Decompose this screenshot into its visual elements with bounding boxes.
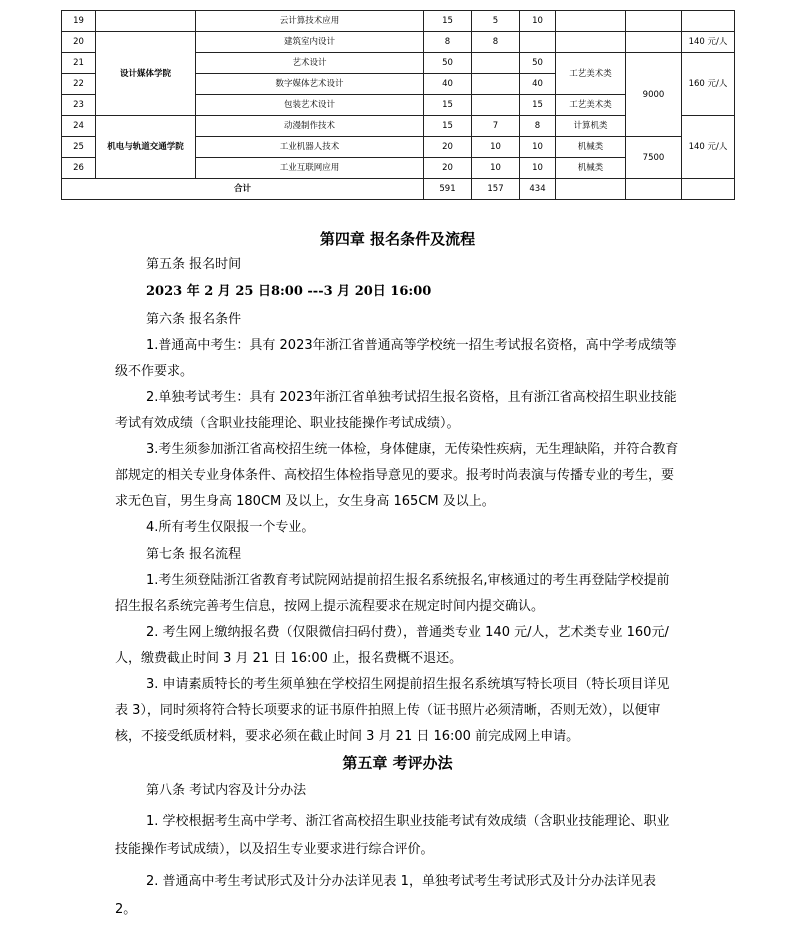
chapter-5-title: 第五章 考评办法 bbox=[342, 754, 453, 772]
category-cell: 计算机类 bbox=[556, 116, 626, 137]
row-number: 26 bbox=[62, 158, 96, 179]
major-name: 包装艺术设计 bbox=[196, 95, 424, 116]
article-5-title: 第五条 报名时间 bbox=[146, 257, 242, 272]
fee-cell: 140 元/人 bbox=[682, 32, 735, 53]
article-7-title: 第七条 报名流程 bbox=[146, 547, 242, 562]
row-number: 23 bbox=[62, 95, 96, 116]
major-name: 艺术设计 bbox=[196, 53, 424, 74]
college-name: 机电与轨道交通学院 bbox=[96, 116, 196, 179]
process-item: 1.考生须登陆浙江省教育考试院网站提前招生报名系统报名,审核通过的考生再登陆学校提前招生报名系统完善考生信息，按网上提示流程要求在规定时间内提交确认。 bbox=[115, 573, 670, 614]
row-number: 19 bbox=[62, 11, 96, 32]
tuition-cell: 9000 bbox=[626, 53, 682, 137]
row-number: 25 bbox=[62, 137, 96, 158]
condition-item: 1.普通高中考生：具有 2023年浙江省普通高等学校统一招生考试报名资格，高中学考成绩等级不作要求。 bbox=[115, 338, 677, 379]
row-number: 20 bbox=[62, 32, 96, 53]
tuition-cell: 7500 bbox=[626, 137, 682, 179]
condition-item: 2.单独考试考生：具有 2023年浙江省单独考试招生报名资格，且有浙江省高校招生职业技能考试有效成绩（含职业技能理论、职业技能操作考试成绩）。 bbox=[115, 390, 677, 431]
major-name: 建筑室内设计 bbox=[196, 32, 424, 53]
major-name: 工业机器人技术 bbox=[196, 137, 424, 158]
condition-item: 3.考生须参加浙江省高校招生统一体检，身体健康，无传染性疾病，无生理缺陷，并符合教育部规定的相关专业身体条件、高校招生体检指导意见的要求。报考时尚表演与传播专业的考生，要求无色盲，男生身高 180CM 及以上，女生身高 165CM 及以上。 bbox=[115, 442, 679, 509]
table-row: 22 数字媒体艺术设计 40 40 bbox=[62, 74, 735, 95]
table-row: 26 工业互联网应用 20 10 10 机械类 bbox=[62, 158, 735, 179]
table-row: 20 设计媒体学院 建筑室内设计 8 8 140 元/人 bbox=[62, 32, 735, 53]
article-8-title: 第八条 考试内容及计分办法 bbox=[146, 783, 307, 798]
registration-time: 2023 年 2 月 25 日8:00 ---3 月 20日 16:00 bbox=[146, 284, 432, 299]
process-item: 3. 申请素质特长的考生须单独在学校招生网提前招生报名系统填写特长项目（特长项目详见表 3），同时须将符合特长项要求的证书原件拍照上传（证书照片必须清晰，否则无效），以便审核，不接受纸质材料，要求必须在截止时间 3 月 21 日 16:00 前完成网上申请。 bbox=[115, 677, 670, 744]
evaluation-item: 2. 普通高中考生考试形式及计分办法详见表 1，单独考试考生考试形式及计分办法详见表 2。 bbox=[115, 874, 656, 917]
total-row: 合计 591 157 434 bbox=[62, 179, 735, 200]
college-name: 设计媒体学院 bbox=[96, 32, 196, 116]
major-name: 动漫制作技术 bbox=[196, 116, 424, 137]
category-cell: 工艺美术类 bbox=[556, 53, 626, 95]
enrollment-table bbox=[61, 10, 735, 200]
major-name: 云计算技术应用 bbox=[196, 11, 424, 32]
table-row: 23 包装艺术设计 15 15 工艺美术类 bbox=[62, 95, 735, 116]
table-row: 25 工业机器人技术 20 10 10 机械类 7500 bbox=[62, 137, 735, 158]
fee-cell: 140 元/人 bbox=[682, 116, 735, 179]
category-cell: 工艺美术类 bbox=[556, 95, 626, 116]
category-cell: 机械类 bbox=[556, 137, 626, 158]
table-row: 19 云计算技术应用 15 5 10 bbox=[62, 11, 735, 32]
fee-cell: 160 元/人 bbox=[682, 53, 735, 116]
chapter-4-title: 第四章 报名条件及流程 bbox=[319, 230, 476, 248]
condition-item: 4.所有考生仅限报一个专业。 bbox=[146, 520, 315, 535]
evaluation-item: 1. 学校根据考生高中学考、浙江省高校招生职业技能考试有效成绩（含职业技能理论、职业技能操作考试成绩），以及招生专业要求进行综合评价。 bbox=[115, 814, 670, 857]
table-row: 21 艺术设计 50 50 工艺美术类 9000 160 元/人 bbox=[62, 53, 735, 74]
process-item: 2. 考生网上缴纳报名费（仅限微信扫码付费），普通类专业 140 元/人，艺术类专业 160元/人，缴费截止时间 3 月 21 日 16:00 止，报名费概不退还。 bbox=[115, 625, 669, 666]
document-body bbox=[115, 228, 680, 924]
category-cell: 机械类 bbox=[556, 158, 626, 179]
row-number: 24 bbox=[62, 116, 96, 137]
major-name: 工业互联网应用 bbox=[196, 158, 424, 179]
major-name: 数字媒体艺术设计 bbox=[196, 74, 424, 95]
article-6-title: 第六条 报名条件 bbox=[146, 312, 242, 327]
total-label: 合计 bbox=[62, 179, 424, 200]
row-number: 22 bbox=[62, 74, 96, 95]
row-number: 21 bbox=[62, 53, 96, 74]
table-row: 24 机电与轨道交通学院 动漫制作技术 15 7 8 计算机类 140 元/人 bbox=[62, 116, 735, 137]
